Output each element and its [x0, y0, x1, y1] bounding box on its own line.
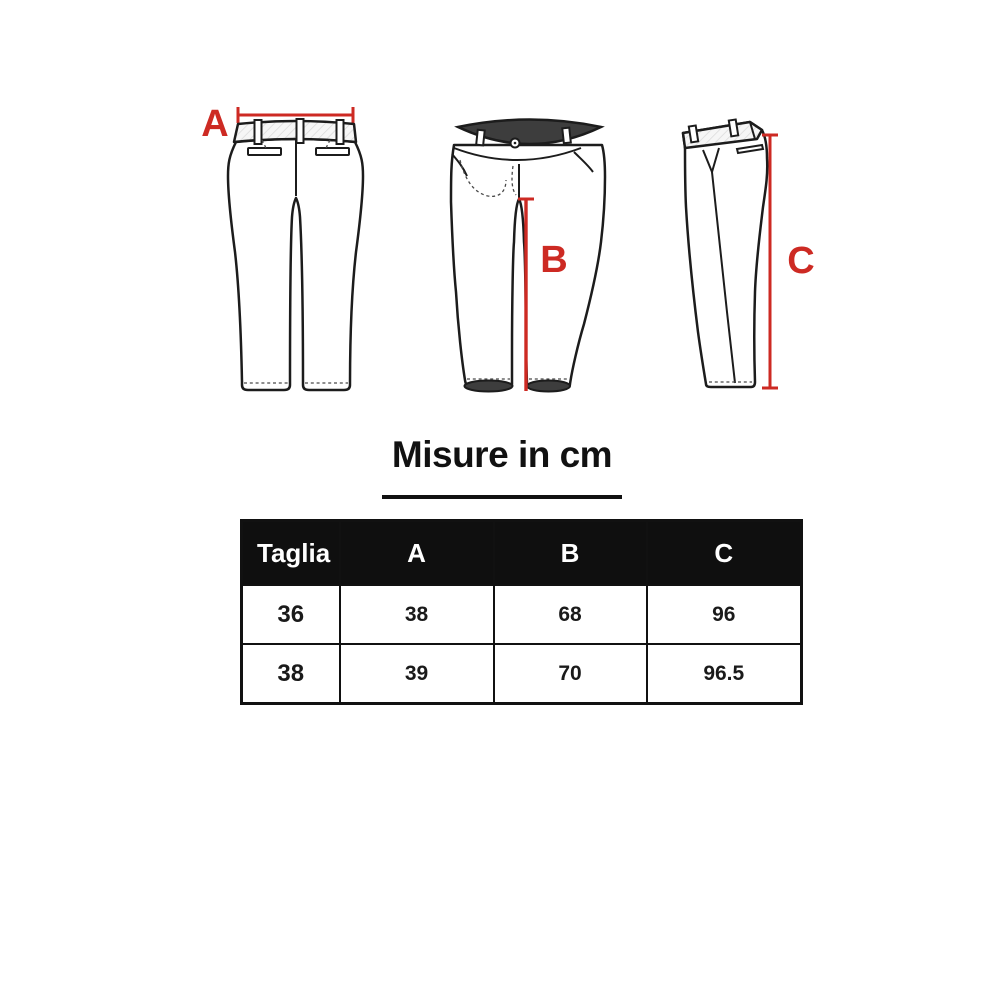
- header-cell-taglia: Taglia: [242, 521, 340, 586]
- table-header-row: [242, 521, 802, 586]
- pants-front-view-drawing: [428, 92, 628, 407]
- size-table: [240, 519, 803, 705]
- pants-back-view-drawing: [178, 92, 388, 402]
- page-title: Misure in cm: [391, 434, 613, 475]
- cell-38-c: 96.5: [647, 644, 802, 704]
- measure-b-label: B: [540, 239, 568, 281]
- pants-front-silhouette: [451, 145, 605, 388]
- cell-38-a: 39: [340, 644, 494, 704]
- pants-side-view-drawing: [655, 92, 830, 407]
- cell-36-b: 68: [494, 585, 647, 644]
- measure-c-label: C: [787, 240, 815, 282]
- cell-36-a: 38: [340, 585, 494, 644]
- table-row: [242, 585, 802, 644]
- button-center: [514, 142, 517, 145]
- pants-side-silhouette: [683, 122, 767, 387]
- table-row: [242, 644, 802, 704]
- cell-38-b: 70: [494, 644, 647, 704]
- cell-36-c: 96: [647, 585, 802, 644]
- header-cell-c: C: [647, 521, 802, 586]
- cell-size-38: 38: [242, 644, 340, 704]
- cell-size-36: 36: [242, 585, 340, 644]
- header-cell-b: B: [494, 521, 647, 586]
- measure-a-label: A: [201, 103, 229, 145]
- dark-hems: [465, 381, 571, 392]
- title-underline: [382, 495, 622, 499]
- header-cell-a: A: [340, 521, 494, 586]
